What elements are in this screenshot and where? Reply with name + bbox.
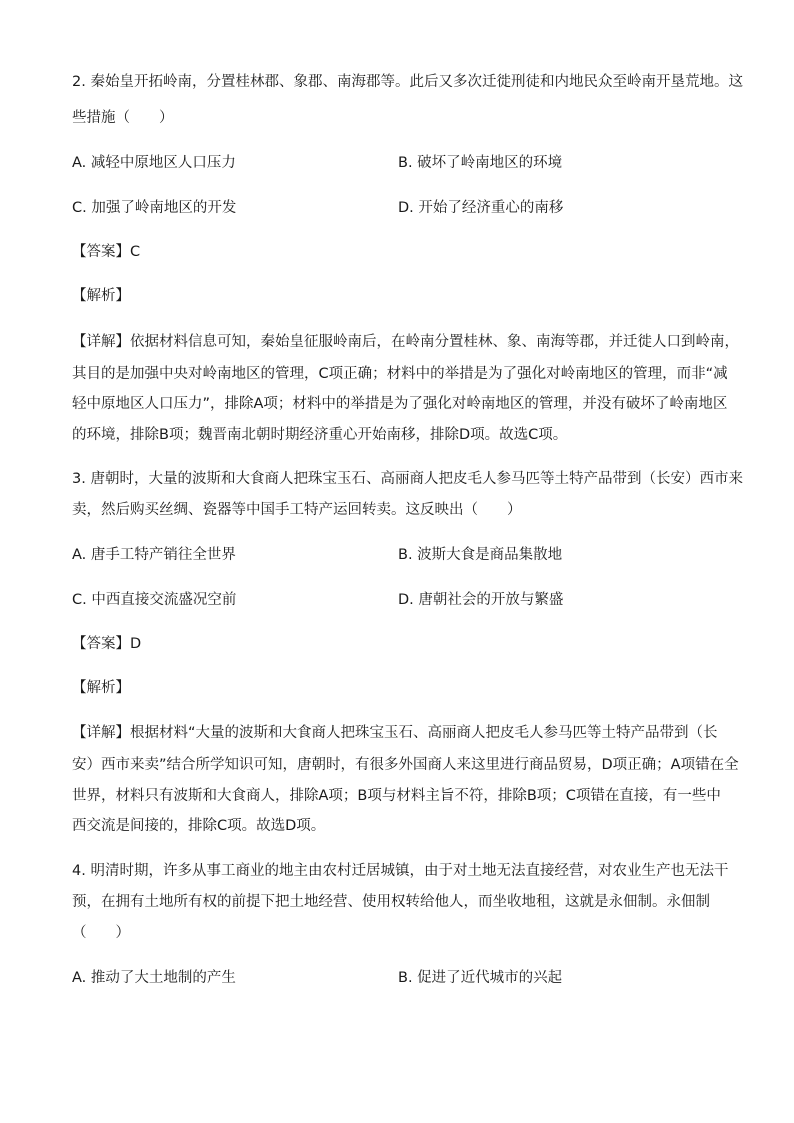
q2-detail-line4: 的环境，排除B项；魏晋南北朝时期经济重心开始南移，排除D项。故选C项。 — [72, 427, 568, 443]
q2-analysis-title: 【解析】 — [72, 288, 130, 304]
q3-option-a: A. 唐手工特产销往全世界 — [72, 547, 236, 563]
q3-detail-line4: 西交流是间接的，排除C项。故选D项。 — [72, 818, 326, 834]
q3-option-d: D. 唐朝社会的开放与繁盛 — [398, 592, 564, 608]
q3-analysis-title: 【解析】 — [72, 680, 130, 696]
q4-stem-line3: （ ） — [72, 925, 130, 941]
q3-detail-line2: 安）西市来卖”结合所学知识可知，唐朝时，有很多外国商人来这里进行商品贸易，D项正确；A项错在全 — [72, 757, 739, 773]
q3-option-b: B. 波斯大食是商品集散地 — [398, 547, 563, 563]
q2-option-c: C. 加强了岭南地区的开发 — [72, 200, 237, 216]
q3-detail-line3: 世界，材料只有波斯和大食商人，排除A项；B项与材料主旨不符，排除B项；C项错在直接，有一些中 — [72, 788, 721, 804]
q2-answer: 【答案】C — [72, 244, 141, 260]
q2-stem-line2: 些措施（ ） — [72, 110, 174, 126]
q4-stem-line2: 预，在拥有土地所有权的前提下把土地经营、使用权转给他人，而坐收地租，这就是永佃制。永佃制 — [72, 894, 710, 910]
q3-detail-line1: 【详解】根据材料“大量的波斯和大食商人把珠宝玉石、高丽商人把皮毛人参马匹等土特产品带到（长 — [72, 725, 718, 741]
q2-option-b: B. 破坏了岭南地区的环境 — [398, 155, 563, 171]
q4-stem-line1: 4. 明清时期，许多从事工商业的地主由农村迁居城镇，由于对土地无法直接经营，对农业生产也无法干 — [72, 863, 729, 879]
q2-detail-line2: 其目的是加强中央对岭南地区的管理，C项正确；材料中的举措是为了强化对岭南地区的管理，而非“减 — [72, 366, 728, 382]
q2-stem-line1: 2. 秦始皇开拓岭南，分置桂林郡、象郡、南海郡等。此后又多次迁徙刑徒和内地民众至岭南开垦荒地。这 — [72, 74, 743, 90]
q2-detail-line1: 【详解】依据材料信息可知，秦始皇征服岭南后，在岭南分置桂林、象、南海等郡，并迁徙人口到岭南， — [72, 334, 739, 350]
q4-option-b: B. 促进了近代城市的兴起 — [398, 970, 563, 986]
q4-option-a: A. 推动了大土地制的产生 — [72, 970, 236, 986]
q2-option-a: A. 减轻中原地区人口压力 — [72, 155, 236, 171]
q2-detail-line3: 轻中原地区人口压力”，排除A项；材料中的举措是为了强化对岭南地区的管理，并没有破坏了岭南地区 — [72, 396, 728, 412]
q3-option-c: C. 中西直接交流盛况空前 — [72, 592, 237, 608]
q3-answer: 【答案】D — [72, 636, 142, 652]
q2-option-d: D. 开始了经济重心的南移 — [398, 200, 564, 216]
q3-stem-line1: 3. 唐朝时，大量的波斯和大食商人把珠宝玉石、高丽商人把皮毛人参马匹等土特产品带到（长安）西市来 — [72, 471, 743, 487]
q3-stem-line2: 卖，然后购买丝绸、瓷器等中国手工特产运回转卖。这反映出（ ） — [72, 502, 522, 518]
